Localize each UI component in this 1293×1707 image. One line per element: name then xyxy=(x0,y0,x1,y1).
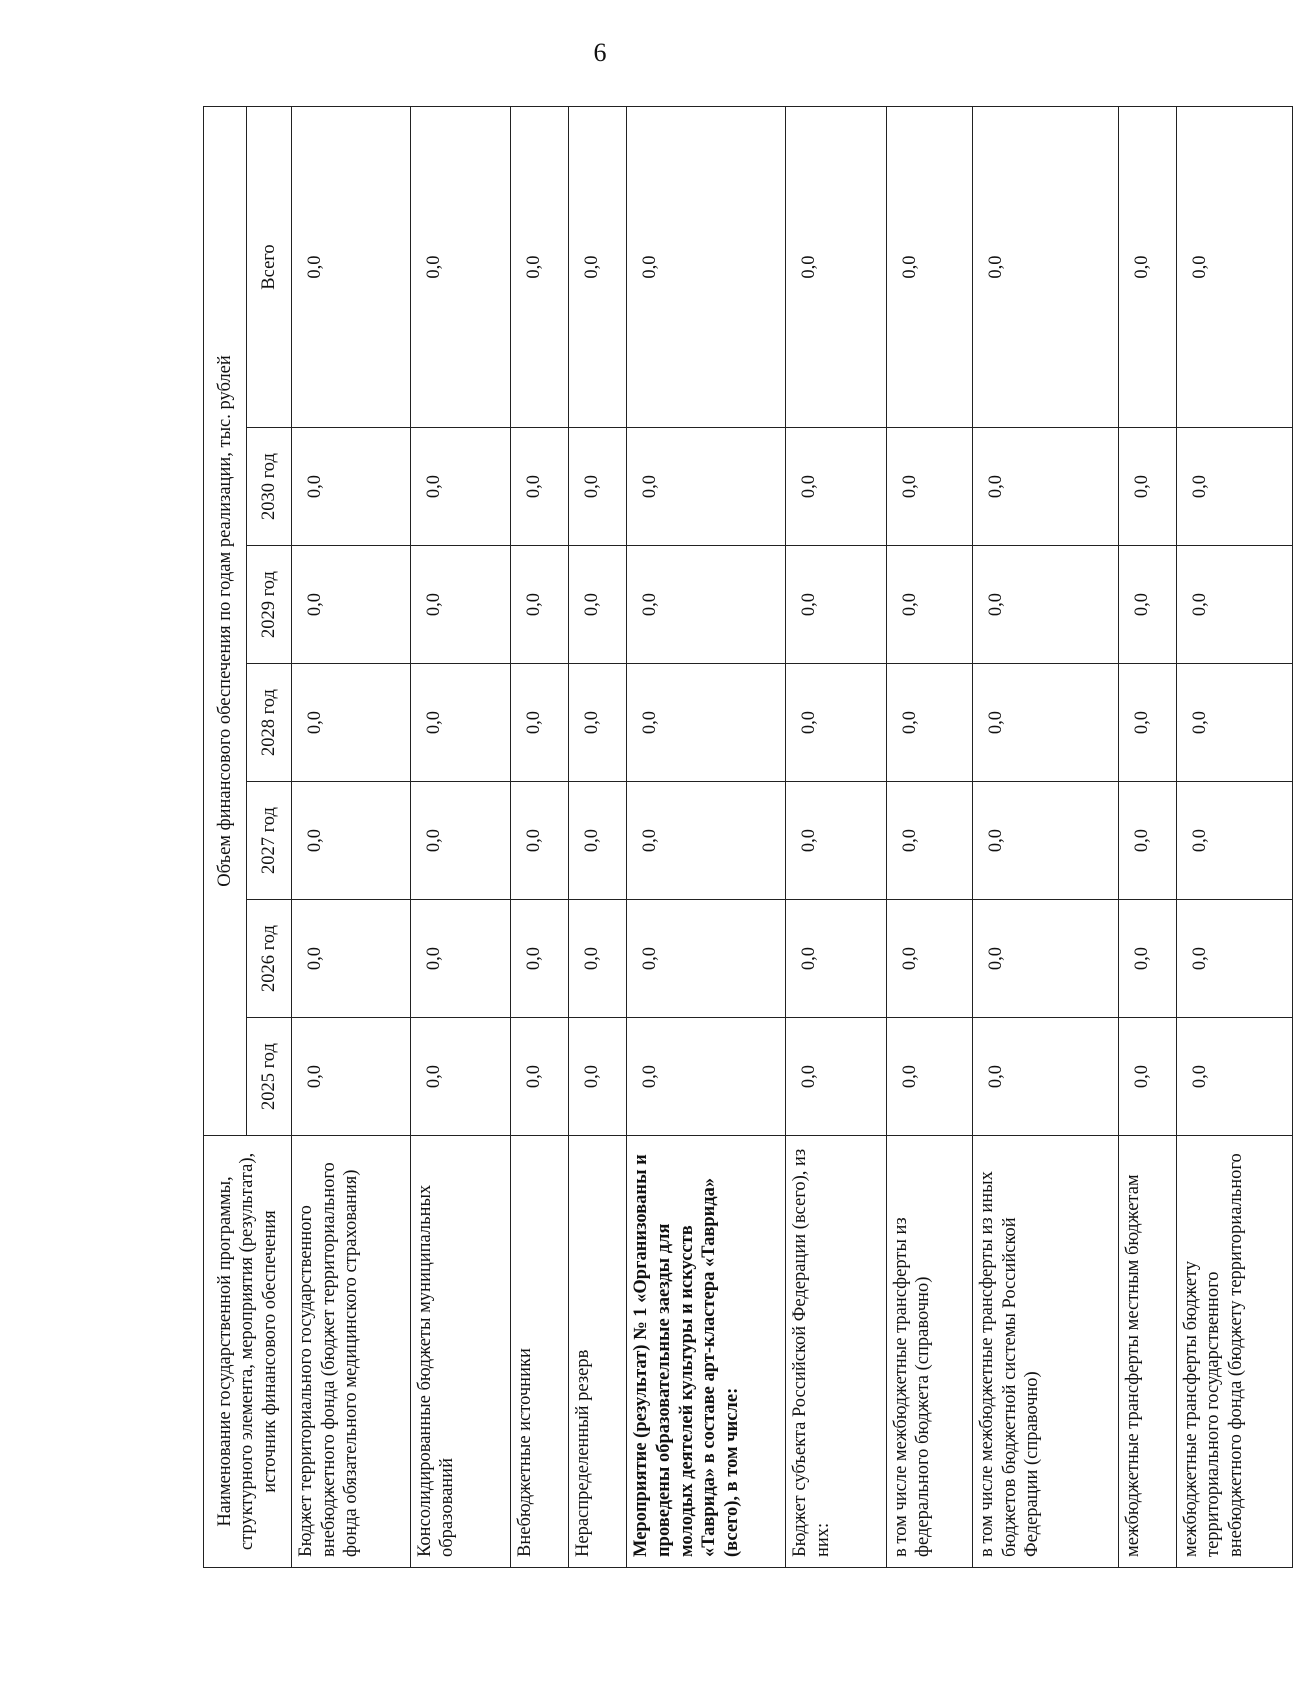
value-cell: 0,0 xyxy=(627,782,786,900)
value-cell: 0,0 xyxy=(973,664,1119,782)
value-cell: 0,0 xyxy=(569,782,627,900)
value-cell: 0,0 xyxy=(886,546,972,664)
value-cell: 0,0 xyxy=(410,782,511,900)
value-cell: 0,0 xyxy=(410,546,511,664)
value-cell: 0,0 xyxy=(786,782,887,900)
value-cell: 0,0 xyxy=(627,1018,786,1136)
value-cell: 0,0 xyxy=(886,900,972,1018)
value-cell: 0,0 xyxy=(511,1018,569,1136)
value-cell: 0,0 xyxy=(886,1018,972,1136)
value-cell: 0,0 xyxy=(786,664,887,782)
total-cell: 0,0 xyxy=(1118,106,1176,427)
value-cell: 0,0 xyxy=(886,428,972,546)
year-header: 2025 год xyxy=(247,1018,292,1136)
value-cell: 0,0 xyxy=(1118,782,1176,900)
table-row xyxy=(292,106,411,1567)
value-cell: 0,0 xyxy=(627,428,786,546)
total-cell: 0,0 xyxy=(627,106,786,427)
value-cell: 0,0 xyxy=(1176,664,1292,782)
value-cell: 0,0 xyxy=(786,1018,887,1136)
value-cell: 0,0 xyxy=(1176,428,1292,546)
total-cell: 0,0 xyxy=(786,106,887,427)
total-cell: 0,0 xyxy=(569,106,627,427)
row-name-cell: Внебюджетные источники xyxy=(511,1136,569,1568)
row-name-cell: межбюджетные трансферты бюджету территориального государственного внебюджетного фонда (бюджету территориального xyxy=(1176,1136,1292,1568)
value-cell: 0,0 xyxy=(973,782,1119,900)
value-cell: 0,0 xyxy=(973,546,1119,664)
value-cell: 0,0 xyxy=(1176,782,1292,900)
value-cell: 0,0 xyxy=(410,900,511,1018)
row-name-cell: межбюджетные трансферты местным бюджетам xyxy=(1118,1136,1176,1568)
value-cell: 0,0 xyxy=(292,900,411,1018)
value-cell: 0,0 xyxy=(627,664,786,782)
value-cell: 0,0 xyxy=(511,782,569,900)
page-number: 6 xyxy=(593,38,607,67)
name-column-header: Наименование государственной программы, структурного элемента, мероприятия (результата), источник финансового обеспечения xyxy=(204,1136,292,1568)
year-header: 2027 год xyxy=(247,782,292,900)
value-cell: 0,0 xyxy=(569,900,627,1018)
value-cell: 0,0 xyxy=(786,546,887,664)
value-cell: 0,0 xyxy=(511,664,569,782)
row-name-cell: в том числе межбюджетные трансферты из иных бюджетов бюджетной системы Российской Федерации (справочно) xyxy=(973,1136,1119,1568)
table-row xyxy=(1176,106,1292,1567)
value-cell: 0,0 xyxy=(1118,900,1176,1018)
value-cell: 0,0 xyxy=(511,428,569,546)
value-cell: 0,0 xyxy=(292,782,411,900)
year-header: 2026 год xyxy=(247,900,292,1018)
value-cell: 0,0 xyxy=(1176,1018,1292,1136)
value-cell: 0,0 xyxy=(1176,546,1292,664)
year-header: 2029 год xyxy=(247,546,292,664)
value-cell: 0,0 xyxy=(886,664,972,782)
value-cell: 0,0 xyxy=(292,546,411,664)
value-cell: 0,0 xyxy=(569,664,627,782)
total-header: Всего xyxy=(247,106,292,427)
value-cell: 0,0 xyxy=(973,428,1119,546)
value-cell: 0,0 xyxy=(410,664,511,782)
value-cell: 0,0 xyxy=(569,428,627,546)
value-cell: 0,0 xyxy=(569,546,627,664)
table-row xyxy=(973,106,1119,1567)
row-name-cell: Мероприятие (результат) № 1 «Организованы и проведены образовательные заезды для молодых деятелей культуры и искусств «Таврида» в составе арт-кластера «Таврида» (всего), в том числе: xyxy=(627,1136,786,1568)
value-cell: 0,0 xyxy=(973,900,1119,1018)
total-cell: 0,0 xyxy=(973,106,1119,427)
value-cell: 0,0 xyxy=(1118,428,1176,546)
financing-table xyxy=(203,106,1293,1568)
value-cell: 0,0 xyxy=(511,546,569,664)
volume-column-header: Объем финансового обеспечения по годам реализации, тыс. рублей xyxy=(204,106,247,1135)
row-name-cell: Нераспределенный резерв xyxy=(569,1136,627,1568)
value-cell: 0,0 xyxy=(292,664,411,782)
total-cell: 0,0 xyxy=(886,106,972,427)
value-cell: 0,0 xyxy=(627,546,786,664)
value-cell: 0,0 xyxy=(786,428,887,546)
table-row xyxy=(886,106,972,1567)
value-cell: 0,0 xyxy=(886,782,972,900)
value-cell: 0,0 xyxy=(292,428,411,546)
value-cell: 0,0 xyxy=(410,1018,511,1136)
value-cell: 0,0 xyxy=(1118,1018,1176,1136)
table-row xyxy=(410,106,511,1567)
rotated-table-container xyxy=(203,107,1293,1568)
table-row xyxy=(627,106,786,1567)
year-header: 2030 год xyxy=(247,428,292,546)
row-name-cell: Бюджет территориального государственного внебюджетного фонда (бюджет территориального фонда обязательного медицинского страхования) xyxy=(292,1136,411,1568)
total-cell: 0,0 xyxy=(292,106,411,427)
table-row xyxy=(569,106,627,1567)
row-name-cell: в том числе межбюджетные трансферты из федерального бюджета (справочно) xyxy=(886,1136,972,1568)
total-cell: 0,0 xyxy=(511,106,569,427)
table-row xyxy=(511,106,569,1567)
value-cell: 0,0 xyxy=(292,1018,411,1136)
row-name-cell: Консолидированные бюджеты муниципальных образований xyxy=(410,1136,511,1568)
value-cell: 0,0 xyxy=(569,1018,627,1136)
table-row xyxy=(786,106,887,1567)
value-cell: 0,0 xyxy=(410,428,511,546)
total-cell: 0,0 xyxy=(410,106,511,427)
value-cell: 0,0 xyxy=(511,900,569,1018)
total-cell: 0,0 xyxy=(1176,106,1292,427)
year-header: 2028 год xyxy=(247,664,292,782)
row-name-cell: Бюджет субъекта Российской Федерации (всего), из них: xyxy=(786,1136,887,1568)
table-row xyxy=(1118,106,1176,1567)
value-cell: 0,0 xyxy=(627,900,786,1018)
value-cell: 0,0 xyxy=(786,900,887,1018)
value-cell: 0,0 xyxy=(1118,546,1176,664)
value-cell: 0,0 xyxy=(1118,664,1176,782)
value-cell: 0,0 xyxy=(973,1018,1119,1136)
value-cell: 0,0 xyxy=(1176,900,1292,1018)
